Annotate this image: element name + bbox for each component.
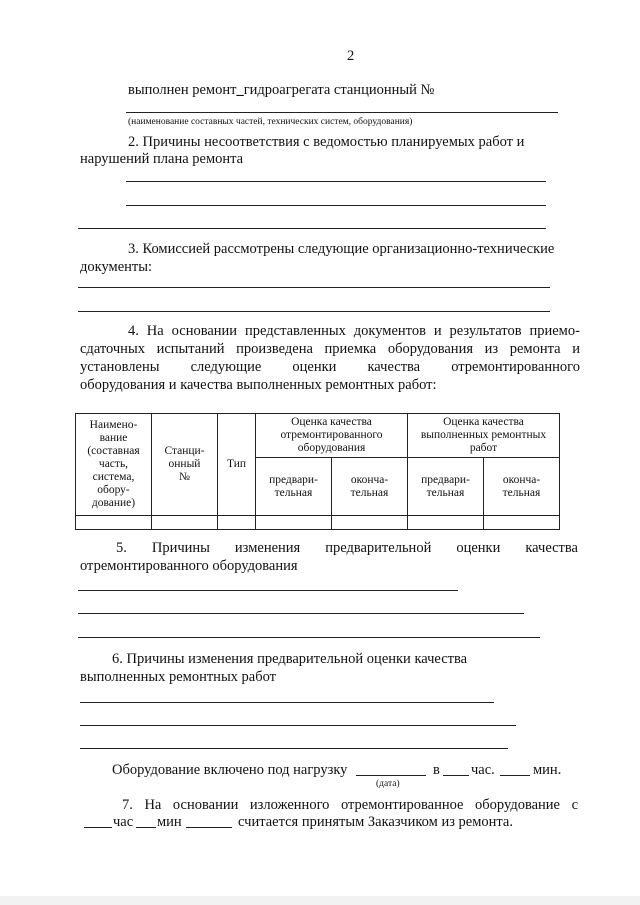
item4-word: следующие (190, 359, 262, 375)
item5-fill-line-1 (78, 590, 458, 591)
item4-word: результатов (449, 323, 522, 339)
intro-prefix: выполнен ремонт (128, 82, 237, 98)
page-number: 2 (347, 48, 355, 64)
table-row (76, 516, 560, 530)
item5-word: предварительной (325, 540, 432, 556)
item4-word: установлены (80, 359, 160, 375)
load-in: в (433, 762, 440, 778)
item4-word: и (572, 341, 580, 357)
header-work-quality: Оценка качества выполненных ремонтных работ (408, 414, 560, 458)
intro-line (128, 81, 434, 99)
item2-fill-line-2 (126, 205, 546, 206)
item5-word: изменения (234, 540, 301, 556)
item4-word: основании (171, 323, 238, 339)
item4-word: отремонтированного (451, 359, 580, 375)
load-hours-field[interactable] (443, 775, 469, 776)
intro-suffix: гидроагрегата станционный № (243, 82, 435, 98)
table-cell[interactable] (484, 516, 560, 530)
item6-fill-line-3 (80, 748, 508, 749)
item4-word: ремонта (509, 341, 561, 357)
item5-line1 (116, 539, 578, 557)
load-hours-label: час. (471, 762, 495, 778)
item3-line1: 3. Комиссией рассмотрены следующие организационно-технические (128, 241, 555, 257)
item6-line2: выполненных ремонтных работ (80, 669, 277, 685)
item7-word: 7. (122, 797, 133, 813)
item4-line2 (80, 340, 580, 358)
item3-line2: документы: (80, 259, 153, 275)
item4-line1 (128, 322, 580, 340)
item4-line3 (80, 358, 580, 376)
item2-line1: 2. Причины несоответствия с ведомостью планируемых работ и (128, 134, 525, 150)
table-cell[interactable] (332, 516, 408, 530)
load-minutes-label: мин. (533, 762, 562, 778)
item7-word: отремонтированное (340, 797, 464, 813)
item4-word: качества (367, 359, 421, 375)
item6-fill-line-2 (80, 725, 516, 726)
item5-fill-line-2 (78, 613, 524, 614)
item4-word: документов (353, 323, 426, 339)
table-cell[interactable] (152, 516, 218, 530)
table-cell[interactable] (256, 516, 332, 530)
header-preliminary: предвари- тельная (256, 458, 332, 516)
item5-word: Причины (151, 540, 210, 556)
quality-table (75, 413, 560, 530)
accept-date-field[interactable] (186, 827, 232, 828)
header-station-number: Станци- онный № (152, 414, 218, 516)
item5-word: оценки (456, 540, 501, 556)
table-cell[interactable] (76, 516, 152, 530)
item5-fill-line-3 (78, 637, 540, 638)
item7-word: оборудование (475, 797, 560, 813)
accept-hours-label: час (113, 814, 134, 830)
scan-edge (0, 896, 640, 905)
item4-word: приемка (324, 341, 377, 357)
item4-word: оборудования (387, 341, 473, 357)
intro-underscore: _ (236, 82, 244, 98)
accept-minutes-label: мин (157, 814, 182, 830)
accept-hours-field[interactable] (84, 827, 112, 828)
header-final: оконча- тельная (332, 458, 408, 516)
equipment-caption: (наименование составных частей, технических систем, оборудования) (128, 117, 413, 127)
item7-tail: считается принятым Заказчиком из ремонта. (238, 814, 513, 830)
header-type: Тип (218, 414, 256, 516)
header-equipment-quality: Оценка качества отремонтированного оборудования (256, 414, 408, 458)
item2-fill-line-1 (126, 181, 546, 182)
item4-word: испытаний (156, 341, 225, 357)
item6-fill-line-1 (80, 702, 494, 703)
item4-word: На (146, 323, 164, 339)
item6-line1: 6. Причины изменения предварительной оценки качества (112, 651, 468, 667)
item7-word: с (571, 797, 578, 813)
header-equipment-name: Наимено- вание (составная часть, система, обору- дование) (76, 414, 152, 516)
equipment-fill-line (126, 112, 558, 113)
item4-line4: оборудования и качества выполненных ремонтных работ: (80, 377, 437, 393)
item4-word: 4. (128, 323, 139, 339)
item5-line2: отремонтированного оборудования (80, 558, 298, 574)
item4-word: приемо- (529, 323, 580, 339)
item2-line2: нарушений плана ремонта (80, 151, 244, 167)
item5-word: качества (525, 540, 578, 556)
table-cell[interactable] (218, 516, 256, 530)
item3-fill-line-1 (78, 287, 550, 288)
item3-fill-line-2 (78, 311, 550, 312)
item4-word: и (433, 323, 442, 339)
table-cell[interactable] (408, 516, 484, 530)
item4-word: произведена (236, 341, 313, 357)
load-minutes-field[interactable] (500, 775, 530, 776)
item4-word: сдаточных (80, 341, 145, 357)
item7-line1 (122, 796, 578, 814)
header-preliminary: предвари- тельная (408, 458, 484, 516)
item4-word: оценки (292, 359, 337, 375)
load-date-field[interactable] (356, 775, 426, 776)
item7-word: основании (172, 797, 239, 813)
item5-word: 5. (116, 540, 127, 556)
item7-word: изложенного (249, 797, 330, 813)
item4-word: из (484, 341, 499, 357)
load-text: Оборудование включено под нагрузку (112, 762, 348, 778)
accept-minutes-field[interactable] (136, 827, 156, 828)
item2-fill-line-3 (78, 228, 546, 229)
item4-word: представленных (245, 323, 346, 339)
date-caption: (дата) (376, 779, 400, 789)
item7-word: На (144, 797, 162, 813)
header-final: оконча- тельная (484, 458, 560, 516)
